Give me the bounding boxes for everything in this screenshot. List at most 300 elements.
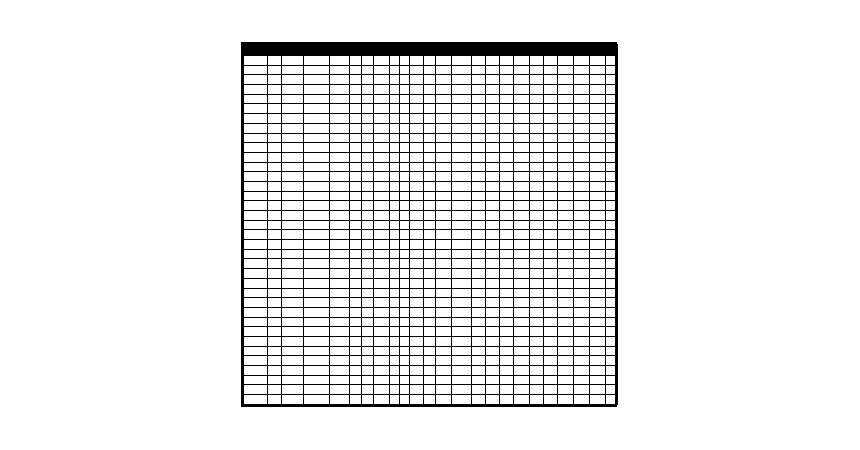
table-cell [282, 65, 304, 75]
table-cell [514, 211, 530, 221]
table-cell [282, 259, 304, 269]
table-cell [486, 152, 500, 162]
table-cell [452, 278, 472, 288]
table-cell [544, 346, 558, 356]
table-cell [436, 356, 452, 366]
table-cell [268, 385, 282, 395]
table-cell [590, 220, 606, 230]
table-cell [472, 162, 486, 172]
column-header [330, 45, 350, 56]
table-cell [558, 230, 574, 240]
table-cell [452, 395, 472, 405]
table-cell [558, 143, 574, 153]
table-cell [606, 230, 618, 240]
table-cell [390, 356, 400, 366]
table-cell [244, 56, 268, 66]
table-cell [350, 152, 362, 162]
table-cell [330, 123, 350, 133]
table-cell [304, 220, 330, 230]
table-cell [304, 317, 330, 327]
table-cell [486, 114, 500, 124]
table-cell [544, 327, 558, 337]
table-cell [282, 172, 304, 182]
table-cell [400, 172, 410, 182]
table-cell [268, 65, 282, 75]
table-cell [244, 220, 268, 230]
table-cell [514, 375, 530, 385]
table-cell [486, 172, 500, 182]
table-cell [304, 65, 330, 75]
table-cell [304, 356, 330, 366]
table-cell [268, 56, 282, 66]
table-cell [590, 366, 606, 376]
table-cell [304, 56, 330, 66]
table-cell [390, 162, 400, 172]
table-cell [472, 172, 486, 182]
table-cell [606, 172, 618, 182]
table-cell [268, 211, 282, 221]
table-cell [558, 191, 574, 201]
table-cell [268, 327, 282, 337]
table-cell [362, 317, 374, 327]
table-cell [544, 336, 558, 346]
table-cell [558, 259, 574, 269]
table-cell [606, 162, 618, 172]
table-cell [452, 230, 472, 240]
table-cell [304, 172, 330, 182]
table-cell [350, 395, 362, 405]
table-cell [350, 288, 362, 298]
table-cell [424, 133, 436, 143]
table-cell [486, 375, 500, 385]
table-cell [244, 133, 268, 143]
table-cell [500, 278, 514, 288]
table-cell [472, 75, 486, 85]
table-cell [530, 191, 544, 201]
table-cell [330, 94, 350, 104]
table-cell [244, 278, 268, 288]
table-cell [544, 201, 558, 211]
table-cell [374, 191, 390, 201]
table-cell [452, 307, 472, 317]
table-cell [410, 385, 424, 395]
table-cell [590, 385, 606, 395]
column-header [544, 45, 558, 56]
table-cell [436, 346, 452, 356]
table-cell [400, 327, 410, 337]
table-cell [390, 65, 400, 75]
table-cell [282, 220, 304, 230]
table-cell [410, 336, 424, 346]
table-cell [282, 181, 304, 191]
table-cell [390, 104, 400, 114]
table-cell [590, 259, 606, 269]
table-cell [514, 181, 530, 191]
table-cell [424, 327, 436, 337]
table-row [244, 85, 618, 95]
column-header [350, 45, 362, 56]
table-cell [452, 375, 472, 385]
table-cell [424, 385, 436, 395]
table-cell [436, 191, 452, 201]
table-cell [500, 123, 514, 133]
table-cell [400, 201, 410, 211]
column-header [500, 45, 514, 56]
table-cell [330, 65, 350, 75]
table-cell [606, 346, 618, 356]
table-cell [424, 395, 436, 405]
table-cell [410, 85, 424, 95]
table-cell [574, 191, 590, 201]
table-cell [362, 143, 374, 153]
table-cell [410, 211, 424, 221]
table-cell [606, 375, 618, 385]
table-cell [244, 385, 268, 395]
table-cell [606, 123, 618, 133]
table-cell [410, 123, 424, 133]
table-cell [400, 356, 410, 366]
table-cell [452, 298, 472, 308]
table-cell [350, 327, 362, 337]
table-cell [544, 356, 558, 366]
table-cell [390, 249, 400, 259]
table-cell [486, 65, 500, 75]
table-cell [400, 307, 410, 317]
table-cell [350, 143, 362, 153]
table-cell [590, 133, 606, 143]
table-cell [606, 317, 618, 327]
table-cell [330, 298, 350, 308]
table-cell [472, 123, 486, 133]
table-cell [590, 346, 606, 356]
table-cell [362, 123, 374, 133]
table-cell [558, 327, 574, 337]
table-cell [590, 85, 606, 95]
table-cell [424, 356, 436, 366]
table-cell [424, 201, 436, 211]
table-cell [374, 152, 390, 162]
table-cell [530, 395, 544, 405]
table-cell [424, 375, 436, 385]
table-cell [282, 385, 304, 395]
table-cell [544, 143, 558, 153]
table-cell [400, 191, 410, 201]
table-cell [452, 123, 472, 133]
table-cell [590, 152, 606, 162]
table-cell [244, 298, 268, 308]
table-cell [350, 298, 362, 308]
table-row [244, 191, 618, 201]
table-cell [472, 191, 486, 201]
table-cell [374, 395, 390, 405]
table-cell [558, 75, 574, 85]
table-cell [574, 327, 590, 337]
table-cell [544, 56, 558, 66]
table-cell [558, 123, 574, 133]
table-cell [590, 240, 606, 250]
table-row [244, 346, 618, 356]
table-row [244, 298, 618, 308]
table-cell [390, 327, 400, 337]
table-cell [304, 211, 330, 221]
table-cell [514, 240, 530, 250]
table-cell [304, 288, 330, 298]
table-cell [472, 211, 486, 221]
column-header [606, 45, 618, 56]
table-cell [500, 346, 514, 356]
table-cell [606, 143, 618, 153]
column-header [390, 45, 400, 56]
table-cell [362, 104, 374, 114]
table-cell [424, 336, 436, 346]
table-cell [268, 123, 282, 133]
table-cell [486, 346, 500, 356]
table-row [244, 240, 618, 250]
table-cell [436, 366, 452, 376]
table-cell [304, 259, 330, 269]
table-cell [544, 288, 558, 298]
table-cell [362, 356, 374, 366]
table-cell [390, 220, 400, 230]
table-cell [472, 94, 486, 104]
table-cell [558, 181, 574, 191]
table-cell [452, 104, 472, 114]
table-cell [606, 104, 618, 114]
table-row [244, 259, 618, 269]
table-cell [410, 104, 424, 114]
table-cell [424, 346, 436, 356]
table-cell [558, 220, 574, 230]
table-cell [374, 114, 390, 124]
column-header [424, 45, 436, 56]
table-cell [244, 307, 268, 317]
table-cell [530, 172, 544, 182]
table-cell [530, 181, 544, 191]
table-cell [410, 75, 424, 85]
table-cell [374, 65, 390, 75]
table-cell [304, 298, 330, 308]
table-cell [390, 298, 400, 308]
table-cell [436, 172, 452, 182]
table-cell [436, 288, 452, 298]
table-cell [400, 240, 410, 250]
table-cell [590, 269, 606, 279]
table-cell [410, 259, 424, 269]
table-cell [268, 220, 282, 230]
table-cell [390, 172, 400, 182]
table-cell [304, 269, 330, 279]
column-header [472, 45, 486, 56]
table-cell [606, 152, 618, 162]
table-cell [350, 133, 362, 143]
table-cell [410, 346, 424, 356]
table-cell [452, 172, 472, 182]
table-cell [436, 133, 452, 143]
table-cell [606, 278, 618, 288]
table-cell [244, 75, 268, 85]
table-cell [606, 385, 618, 395]
table-cell [390, 75, 400, 85]
table-cell [544, 181, 558, 191]
table-cell [500, 327, 514, 337]
table-cell [530, 56, 544, 66]
table-cell [424, 259, 436, 269]
table-cell [530, 220, 544, 230]
table-cell [424, 278, 436, 288]
table-cell [558, 307, 574, 317]
table-cell [558, 269, 574, 279]
table-cell [544, 114, 558, 124]
column-header [304, 45, 330, 56]
table-cell [400, 336, 410, 346]
table-cell [244, 375, 268, 385]
table-cell [268, 133, 282, 143]
table-cell [514, 201, 530, 211]
table-cell [244, 191, 268, 201]
table-cell [374, 201, 390, 211]
table-cell [330, 395, 350, 405]
table-cell [544, 249, 558, 259]
table-cell [514, 56, 530, 66]
table-cell [514, 259, 530, 269]
table-cell [436, 317, 452, 327]
table-cell [452, 94, 472, 104]
table-cell [558, 356, 574, 366]
table-cell [400, 123, 410, 133]
table-cell [390, 240, 400, 250]
table-cell [486, 123, 500, 133]
table-cell [350, 201, 362, 211]
table-cell [574, 162, 590, 172]
table-cell [544, 152, 558, 162]
table-cell [304, 240, 330, 250]
table-cell [362, 201, 374, 211]
table-cell [374, 336, 390, 346]
table-cell [244, 356, 268, 366]
table-cell [374, 230, 390, 240]
table-cell [424, 65, 436, 75]
table-cell [244, 336, 268, 346]
table-cell [590, 191, 606, 201]
table-cell [374, 211, 390, 221]
table-cell [452, 143, 472, 153]
table-cell [530, 375, 544, 385]
table-cell [606, 133, 618, 143]
table-cell [330, 230, 350, 240]
table-row [244, 230, 618, 240]
table-cell [362, 133, 374, 143]
table-cell [500, 356, 514, 366]
table-cell [606, 366, 618, 376]
table-cell [574, 181, 590, 191]
table-cell [410, 327, 424, 337]
table-cell [400, 181, 410, 191]
table-row [244, 94, 618, 104]
table-cell [330, 317, 350, 327]
column-header [268, 45, 282, 56]
table-cell [590, 201, 606, 211]
table-cell [410, 143, 424, 153]
table-cell [574, 375, 590, 385]
table-cell [350, 375, 362, 385]
table-cell [452, 356, 472, 366]
table-cell [304, 395, 330, 405]
table-cell [350, 191, 362, 201]
table-cell [544, 298, 558, 308]
table-cell [362, 307, 374, 317]
table-cell [350, 230, 362, 240]
table-cell [330, 356, 350, 366]
column-header [436, 45, 452, 56]
table-cell [452, 162, 472, 172]
table-cell [558, 201, 574, 211]
table-cell [362, 346, 374, 356]
table-cell [362, 278, 374, 288]
table-cell [436, 211, 452, 221]
table-cell [606, 395, 618, 405]
table-cell [350, 114, 362, 124]
table-cell [244, 259, 268, 269]
table-cell [362, 298, 374, 308]
table-cell [574, 356, 590, 366]
table-cell [486, 298, 500, 308]
table-cell [390, 211, 400, 221]
table-cell [574, 56, 590, 66]
table-cell [282, 327, 304, 337]
table-cell [514, 94, 530, 104]
table-cell [500, 133, 514, 143]
table-cell [410, 220, 424, 230]
table-cell [282, 211, 304, 221]
table-cell [514, 278, 530, 288]
table-cell [390, 336, 400, 346]
table-cell [268, 249, 282, 259]
table-cell [544, 375, 558, 385]
table-cell [330, 336, 350, 346]
table-cell [500, 191, 514, 201]
table-cell [350, 85, 362, 95]
table-cell [544, 366, 558, 376]
table-cell [330, 75, 350, 85]
table-cell [400, 249, 410, 259]
table-cell [410, 191, 424, 201]
table-cell [486, 336, 500, 346]
table-cell [590, 65, 606, 75]
table-cell [282, 56, 304, 66]
table-cell [424, 123, 436, 133]
table-cell [282, 240, 304, 250]
table-cell [530, 65, 544, 75]
table-cell [410, 65, 424, 75]
table-cell [374, 181, 390, 191]
table-cell [390, 143, 400, 153]
table-cell [606, 259, 618, 269]
table-cell [472, 346, 486, 356]
table-cell [244, 201, 268, 211]
table-cell [424, 240, 436, 250]
table-cell [544, 162, 558, 172]
table-cell [514, 152, 530, 162]
table-cell [574, 152, 590, 162]
table-cell [244, 104, 268, 114]
table-cell [606, 298, 618, 308]
table-cell [350, 56, 362, 66]
table-cell [574, 172, 590, 182]
table-row [244, 317, 618, 327]
table-cell [374, 172, 390, 182]
table-cell [452, 56, 472, 66]
table-cell [530, 211, 544, 221]
